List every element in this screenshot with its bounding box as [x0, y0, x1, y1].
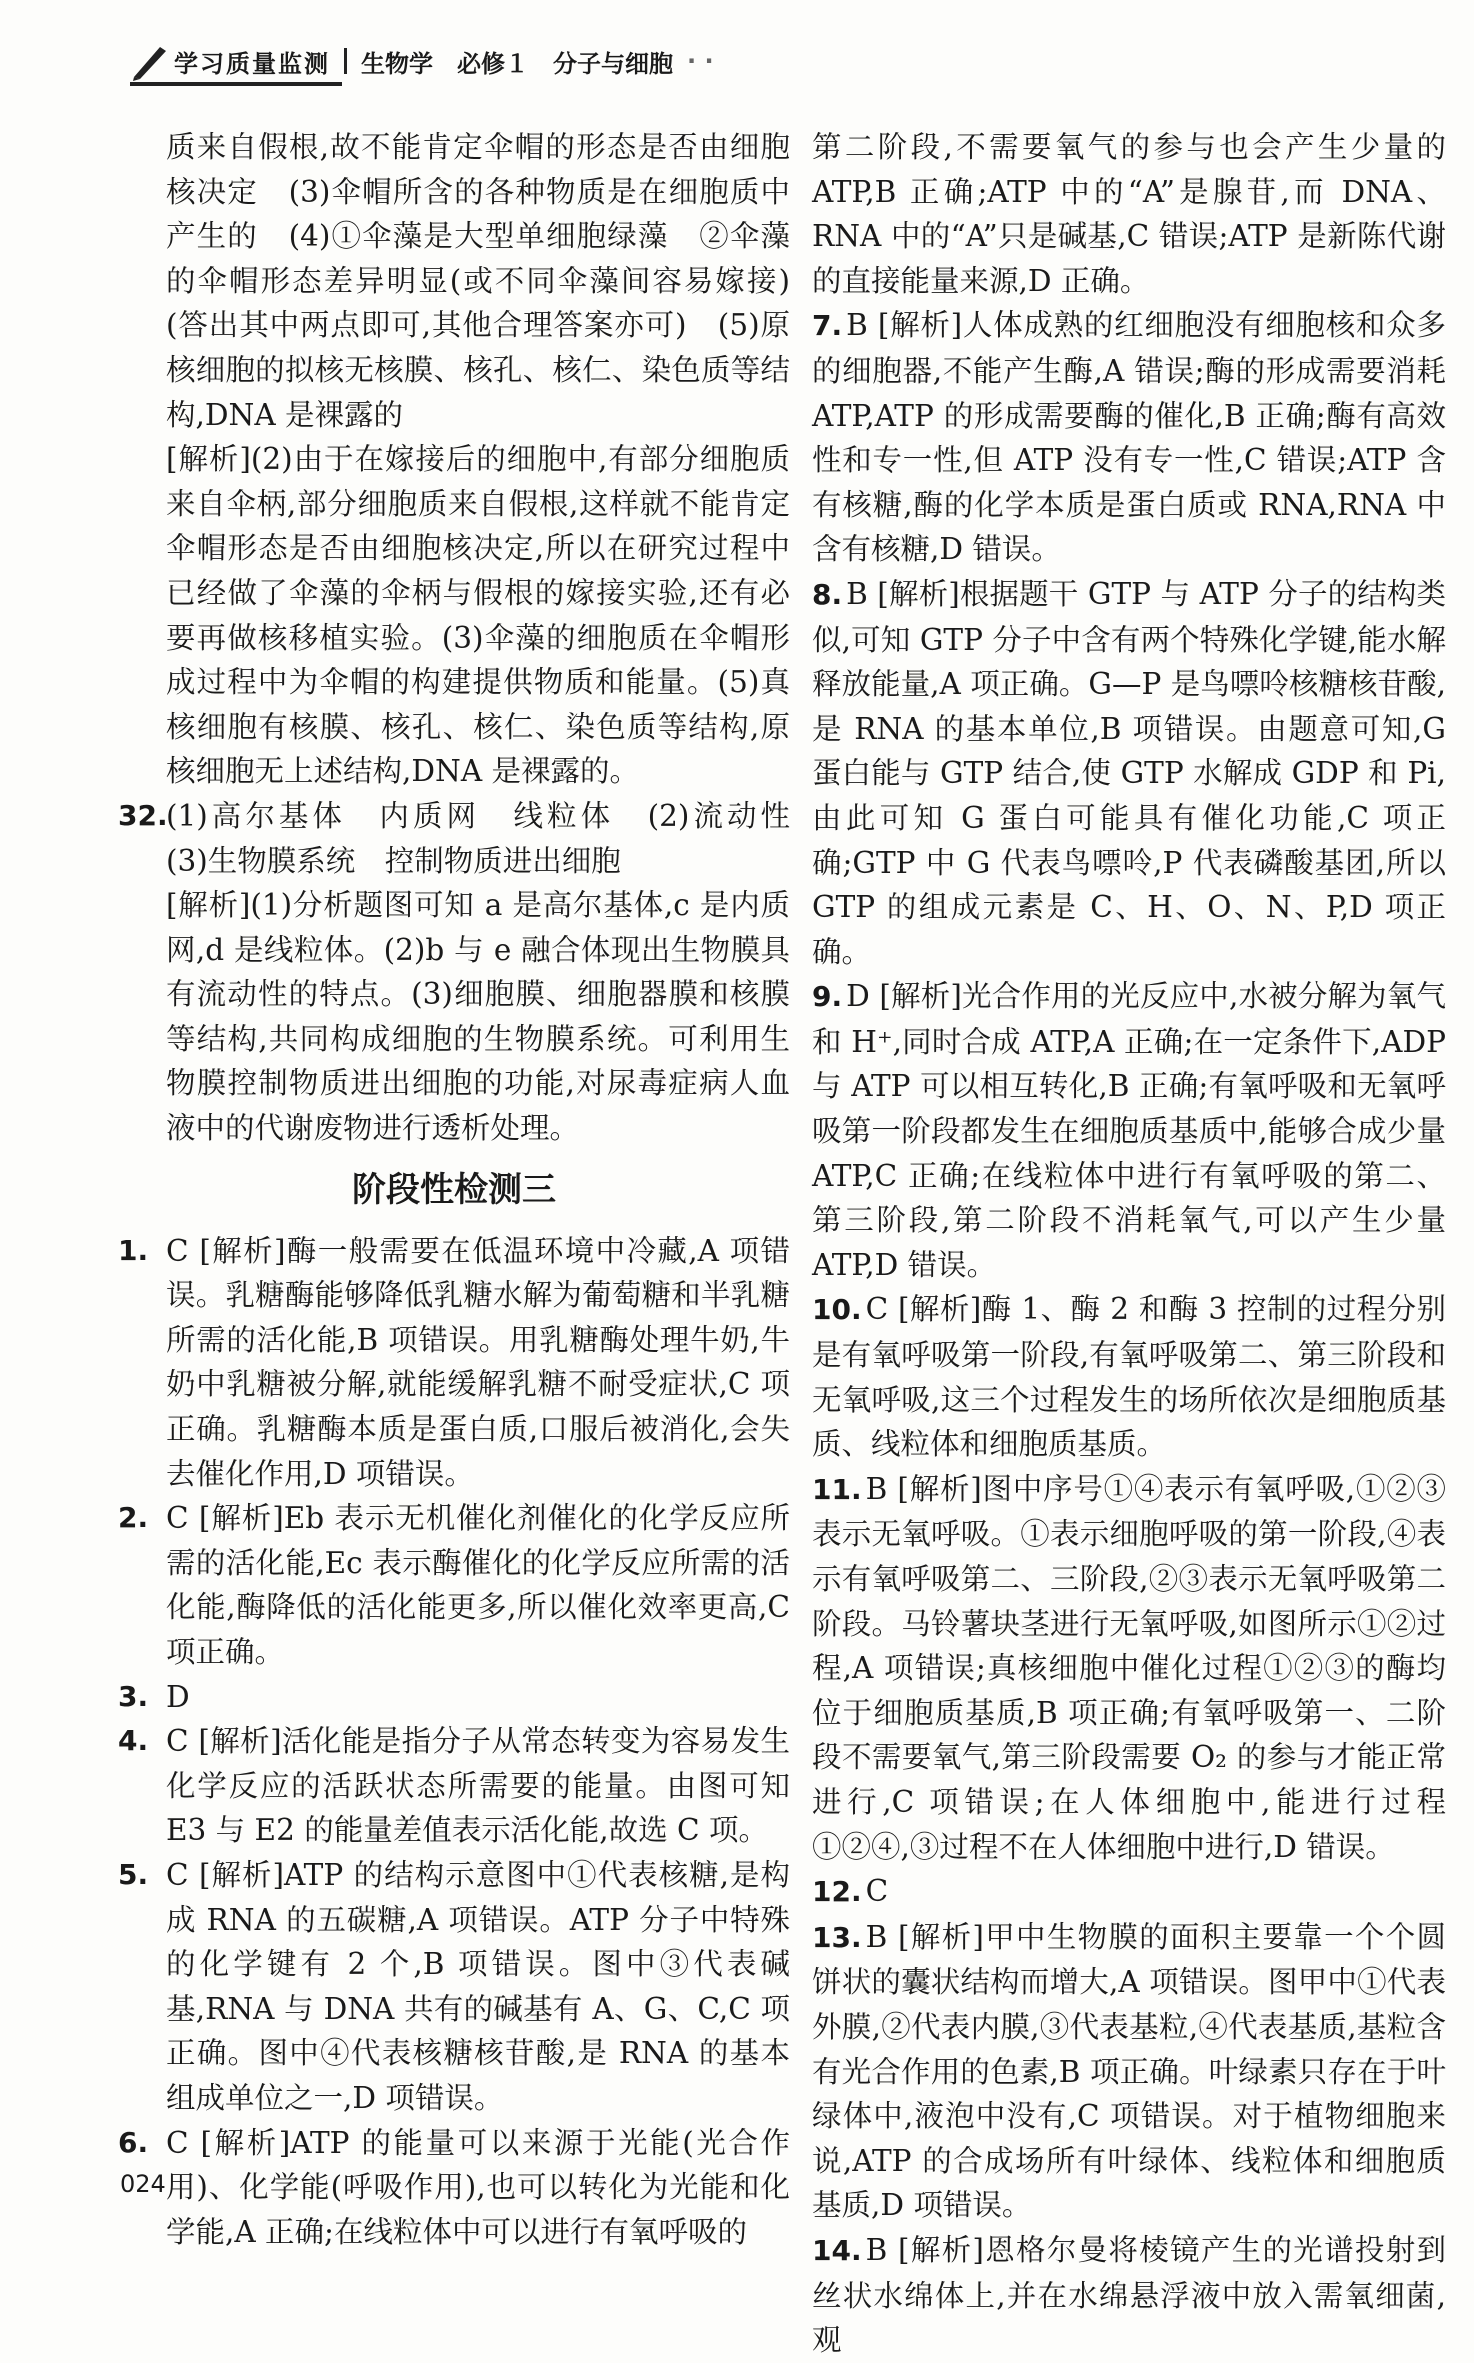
question-answer: B [解析]恩格尔曼将棱镜产生的光谱投射到丝状水绵体上,并在水绵悬浮液中放入需氧细菌,观	[812, 2232, 1446, 2358]
question-13	[812, 1915, 1446, 2228]
question-explanation: [解析](1)分析题图可知 a 是高尔基体,c 是内质网,d 是线粒体。(2)b 与 e 融合体现出生物膜具有流动性的特点。(3)细胞膜、细胞器膜和核膜等结构,共同构成细胞的生物膜系统。可利用生物膜控制物质进出细胞的功能,对尿毒症病人血液中的代谢废物进行透析处理。	[166, 888, 790, 1146]
question-6	[118, 2121, 790, 2255]
question-number: 13.	[812, 1920, 862, 1954]
question-answer: C [解析]活化能是指分子从常态转变为容易发生化学反应的活跃状态所需要的能量。由图可知 E3 与 E2 的能量差值表示活化能,故选 C 项。	[166, 1724, 790, 1848]
question-answer: B [解析]人体成熟的红细胞没有细胞核和众多的细胞器,不能产生酶,A 错误;酶的形成需要消耗 ATP,ATP 的形成需要酶的催化,B 正确;酶有高效性和专一性,但 ATP 没有专一性,C 错误;ATP 含有核糖,酶的化学本质是蛋白质或 RNA,RNA 中含有核糖,D 错误。	[812, 308, 1446, 567]
question-2	[118, 1496, 790, 1674]
section-title: 阶段性检测三	[352, 1169, 556, 1210]
question-number: 12.	[812, 1875, 862, 1909]
question-answer: B [解析]图中序号①④表示有氧呼吸,①②③表示无氧呼吸。①表示细胞呼吸的第一阶段,④表示有氧呼吸第二、三阶段,②③表示无氧呼吸第二阶段。马铃薯块茎进行无氧呼吸,如图所示①②过程,A 项错误;真核细胞中催化过程①②③的酶均位于细胞质基质,B 项正确;有氧呼吸第一、二阶段不需要氧气,第三阶段需要 O₂ 的参与才能正常进行,C 项错误;在人体细胞中,能进行过程①②④,③过程不在人体细胞中进行,D 错误。	[812, 1471, 1446, 1864]
page-number: 024	[120, 2170, 166, 2198]
question-answer: C	[865, 1874, 889, 1909]
q31-continuation-answer: 质来自假根,故不能肯定伞帽的形态是否由细胞核决定 (3)伞帽所含的各种物质是在细胞质中产生的 (4)①伞藻是大型单细胞绿藻 ②伞藻的伞帽形态差异明显(或不同伞藻间容易嫁接)(答出其中两点即可,其他合理答案亦可) (5)原核细胞的拟核无核膜、核孔、核仁、染色质等结构,DNA 是裸露的	[166, 130, 790, 432]
question-1	[118, 1229, 790, 1497]
question-number: 8.	[812, 577, 843, 611]
question-answer: B [解析]甲中生物膜的面积主要靠一个个圆饼状的囊状结构而增大,A 项错误。图甲中①代表外膜,②代表内膜,③代表基粒,④代表基质,基粒含有光合作用的色素,B 项正确。叶绿素只存在于叶绿体中,液泡中没有,C 项错误。对于植物细胞来说,ATP 的合成场所有叶绿体、线粒体和细胞质基质,D 项错误。	[812, 1919, 1446, 2223]
left-column	[118, 125, 820, 2254]
question-answer: (1)高尔基体 内质网 线粒体 (2)流动性 (3)生物膜系统 控制物质进出细胞	[166, 798, 820, 878]
series-title: 学习质量监测	[174, 49, 330, 78]
question-number: 3.	[118, 1679, 149, 1713]
question-7	[812, 303, 1446, 572]
question-answer: C [解析]酶一般需要在低温环境中冷藏,A 项错误。乳糖酶能够降低乳糖水解为葡萄糖和半乳糖所需的活化能,B 项错误。用乳糖酶处理牛奶,牛奶中乳糖被分解,就能缓解乳糖不耐受症状,C 项正确。乳糖酶本质是蛋白质,口服后被消化,会失去催化作用,D 项错误。	[166, 1233, 790, 1491]
question-number: 10.	[812, 1293, 862, 1327]
question-32	[118, 794, 820, 1151]
question-number: 7.	[812, 309, 843, 343]
right-column	[812, 125, 1446, 2363]
question-answer: C [解析]ATP 的能量可以来源于光能(光合作用)、化学能(呼吸作用),也可以转化为光能和化学能,A 正确;在线粒体中可以进行有氧呼吸的	[166, 2125, 790, 2249]
question-number: 9.	[812, 980, 843, 1014]
question-answer: C [解析]Eb 表示无机催化剂催化的化学反应所需的活化能,Ec 表示酶催化的化学反应所需的活化能,酶降低的活化能更多,所以催化效率更高,C 项正确。	[166, 1501, 790, 1669]
question-number: 14.	[812, 2233, 862, 2267]
header-separator	[344, 48, 347, 74]
subject-title: 生物学 必修１ 分子与细胞	[361, 49, 673, 78]
question-answer: C [解析]ATP 的结构示意图中①代表核糖,是构成 RNA 的五碳糖,A 项错误。ATP 分子中特殊的化学键有 2 个,B 项错误。图中③代表碱基,RNA 与 DNA 共有的碱基有 A、G、C,C 项正确。图中④代表核糖核苷酸,是 RNA 的基本组成单位之一,D 项错误。	[166, 1857, 790, 2115]
question-4	[118, 1719, 790, 1853]
question-answer: C [解析]酶 1、酶 2 和酶 3 控制的过程分别是有氧呼吸第一阶段,有氧呼吸第二、第三阶段和无氧呼吸,这三个过程发生的场所依次是细胞质基质、线粒体和细胞质基质。	[812, 1292, 1446, 1462]
question-number: 6.	[118, 2125, 149, 2159]
question-answer: D [解析]光合作用的光反应中,水被分解为氧气和 H⁺,同时合成 ATP,A 正确;在一定条件下,ADP 与 ATP 可以相互转化,B 正确;有氧呼吸和无氧呼吸第一阶段都发生在细胞质基质中,能够合成少量 ATP,C 正确;在线粒体中进行有氧呼吸的第二、第三阶段,第二阶段不消耗氧气,可以产生少量 ATP,D 错误。	[812, 979, 1446, 1282]
question-number: 32.	[118, 798, 168, 832]
question-3	[118, 1675, 790, 1720]
question-answer: D	[166, 1679, 190, 1714]
question-number: 1.	[118, 1233, 149, 1267]
q31-continuation-explanation: [解析](2)由于在嫁接后的细胞中,有部分细胞质来自伞柄,部分细胞质来自假根,这样就不能肯定伞帽形态是否由细胞核决定,所以在研究过程中已经做了伞藻的伞柄与假根的嫁接实验,还有必要再做核移植实验。(3)伞藻的细胞质在伞帽形成过程中为伞帽的构建提供物质和能量。(5)真核细胞有核膜、核孔、核仁、染色质等结构,原核细胞无上述结构,DNA 是裸露的。	[166, 442, 790, 789]
question-number: 4.	[118, 1724, 149, 1758]
pen-icon	[130, 41, 170, 81]
question-11	[812, 1467, 1446, 1869]
question-number: 5.	[118, 1857, 149, 1891]
q6-continuation: 第二阶段,不需要氧气的参与也会产生少量的 ATP,B 正确;ATP 中的“A”是腺苷,而 DNA、RNA 中的“A”只是碱基,C 错误;ATP 是新陈代谢的直接能量来源,D 正确。	[812, 130, 1446, 298]
page-header	[130, 36, 730, 86]
question-5	[118, 1853, 790, 2121]
question-answer: B [解析]根据题干 GTP 与 ATP 分子的结构类似,可知 GTP 分子中含有两个特殊化学键,能水解释放能量,A 项正确。G—P 是鸟嘌呤核糖核苷酸,是 RNA 的基本单位,B 项错误。由题意可知,G 蛋白能与 GTP 结合,使 GTP 水解成 GDP 和 Pi,由此可知 G 蛋白可能具有催化功能,C 项正确;GTP 中 G 代表鸟嘌呤,P 代表磷酸基团,所以 GTP 的组成元素是 C、H、O、N、P,D 项正确。	[812, 576, 1446, 969]
question-12	[812, 1869, 1446, 1915]
header-underline	[130, 82, 342, 86]
question-9	[812, 974, 1446, 1287]
question-number: 11.	[812, 1472, 862, 1506]
question-10	[812, 1287, 1446, 1466]
header-dots: · ·	[687, 47, 714, 75]
question-8	[812, 572, 1446, 974]
question-14	[812, 2228, 1446, 2363]
question-number: 2.	[118, 1501, 149, 1535]
